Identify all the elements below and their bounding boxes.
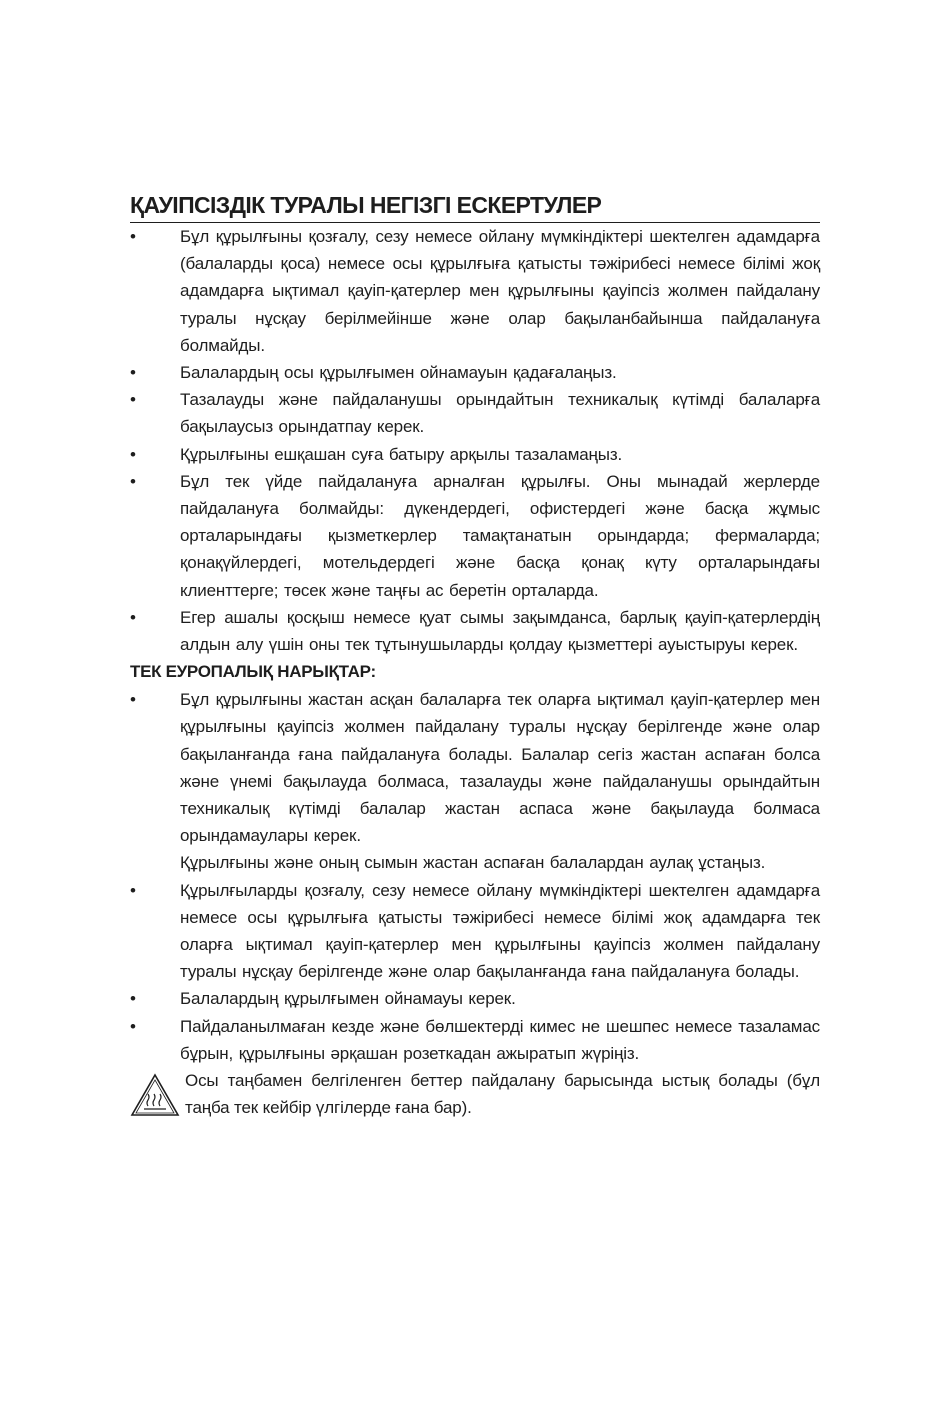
page-title: ҚАУІПСІЗДІК ТУРАЛЫ НЕГІЗГІ ЕСКЕРТУЛЕР: [130, 190, 820, 223]
list-item-continuation: Құрылғыны және оның сымын жастан аспаған балалардан аулақ ұстаңыз.: [180, 853, 766, 873]
bullet: •: [130, 989, 136, 1009]
safety-list: [130, 223, 820, 658]
bullet: •: [130, 227, 136, 246]
list-item: [130, 441, 820, 468]
hot-surface-text: Осы таңбамен белгіленген беттер пайдалану барысында ыстық болады (бұл таңба тек кейбір үлгілерде ғана бар).: [185, 1071, 820, 1118]
list-item-text: Балалардың құрылғымен ойнамауы керек.: [180, 989, 516, 1009]
bullet: •: [130, 607, 136, 627]
bullet: •: [130, 363, 136, 383]
bullet: •: [130, 390, 136, 410]
list-item: [130, 877, 820, 986]
list-item: [130, 1013, 820, 1067]
list-item: [130, 359, 820, 386]
bullet: •: [130, 690, 136, 710]
list-item: [130, 223, 820, 359]
bullet: •: [130, 880, 136, 900]
european-safety-list-continued: [130, 877, 820, 1067]
list-item-text: Балалардың осы құрылғымен ойнамауын қадағалаңыз.: [180, 363, 617, 383]
list-item-text: Бұл тек үйде пайдалануға арналған құрылғы. Оны мынадай жерлерде пайдалануға болмайды: дүкендердегі, офистердегі және басқа жұмыс орталарындағы қызметкерлер тамақтанатын орындарда; фермаларда; қонақүйлердегі, мотельдердегі және басқа қонақ күту орталарындағы клиенттерге; төсек және таңғы ас беретін орталарда.: [180, 471, 820, 600]
hot-surface-note: [130, 1067, 820, 1121]
list-item-text: Бұл құрылғыны жастан асқан балаларға тек оларға ықтимал қауіп-қатерлер мен құрылғыны қауіпсіз жолмен пайдалану туралы нұсқау берілгенде және олар бақыланғанда ғана пайдалануға болады. Балалар сегіз жастан аспаған болса және үнемі бақылауда болмаса, тазалауды және пайдаланушы орындайтын техникалық күтімді балалар жастан аспаса және бақылауда болмаса орындамаулары керек.: [180, 690, 820, 846]
bullet: •: [130, 444, 136, 464]
section-title-european-markets: ТЕК ЕУРОПАЛЫҚ НАРЫҚТАР:: [130, 662, 376, 682]
list-item: [130, 604, 820, 658]
list-item: [130, 686, 820, 849]
bullet: •: [130, 1016, 136, 1036]
list-item: [130, 985, 820, 1012]
bullet: •: [130, 471, 136, 491]
list-item: [130, 468, 820, 604]
european-safety-list: [130, 686, 820, 849]
list-item-text: Тазалауды және пайдаланушы орындайтын техникалық күтімді балаларға бақылаусыз орындатпау керек.: [180, 390, 820, 437]
list-item: [130, 386, 820, 440]
list-item-text: Егер ашалы қосқыш немесе қуат сымы зақымданса, барлық қауіп-қатерлердің алдын алу үшін оны тек тұтынушыларды қолдау қызметтері ауыстыруы керек.: [180, 607, 820, 655]
list-item-text: Пайдаланылмаған кезде және бөлшектерді кимес не шешпес немесе тазаламас бұрын, құрылғыны әрқашан розеткадан ажыратып жүріңіз.: [180, 1016, 820, 1063]
list-item-text: Құрылғыны ешқашан суға батыру арқылы тазаламаңыз.: [180, 444, 623, 464]
list-item-text: Бұл құрылғыны қозғалу, сезу немесе ойлану мүмкіндіктері шектелген адамдарға (балаларды қоса) немесе осы құрылғыға қатысты тәжірибесі немесе білімі жоқ адамдарға ықтимал қауіп-қатерлер мен құрылғыны қауіпсіз жолмен пайдалану туралы нұсқау берілмейінше және олар бақыланбайынша пайдалануға болмайды.: [180, 227, 820, 355]
hot-surface-warning-icon: [130, 1073, 180, 1117]
document-page: [130, 190, 820, 1122]
list-item-text: Құрылғыларды қозғалу, сезу немесе ойлану мүмкіндіктері шектелген адамдарға немесе осы құрылғыға қатысты тәжірибесі немесе білімі жоқ адамдарға тек оларға ықтимал қауіп-қатерлер мен құрылғыны қауіпсіз жолмен пайдалану туралы нұсқау берілгенде және олар бақыланғанда ғана пайдалануға болады.: [180, 880, 820, 982]
